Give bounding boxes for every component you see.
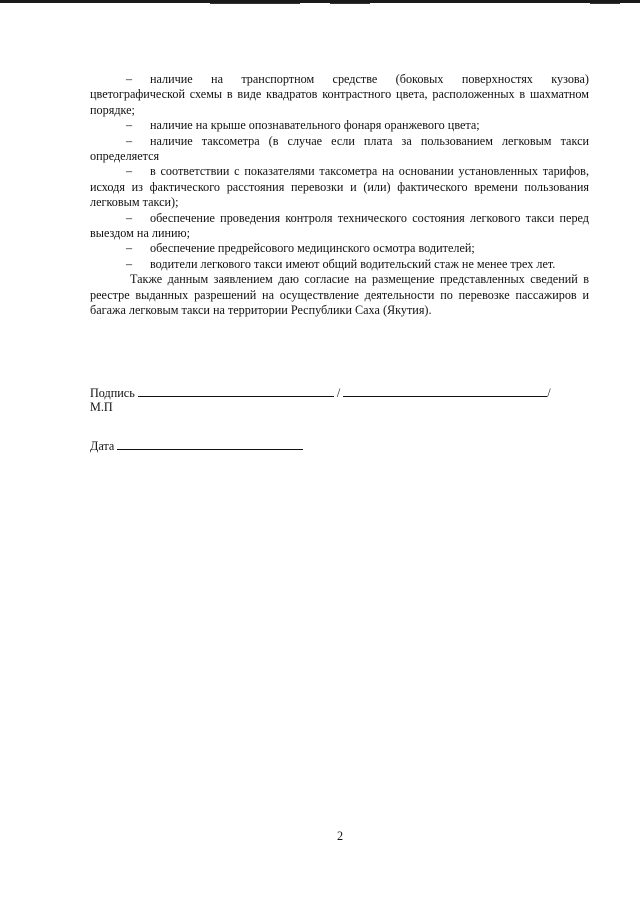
bullet-dash: – <box>126 133 133 148</box>
scan-artifact-mark <box>330 3 370 4</box>
date-label: Дата <box>90 439 115 453</box>
document-body <box>90 72 589 319</box>
page-number: 2 <box>336 829 344 843</box>
name-line <box>343 384 547 397</box>
stamp-label: М.П <box>90 400 113 414</box>
scan-artifact-mark <box>210 3 300 4</box>
bullet-dash: – <box>126 210 133 225</box>
bullet-dash: – <box>126 241 133 256</box>
list-item-text: обеспечение предрейсового медицинского осмотра водителей; <box>150 241 475 256</box>
list-item-text: наличие на крыше опознавательного фонаря оранжевого цвета; <box>150 118 480 133</box>
signature-row <box>90 384 551 401</box>
bullet-dash: – <box>126 256 133 271</box>
bullet-dash: – <box>126 164 133 179</box>
list-item <box>90 134 589 165</box>
list-item-text: в соответствии с показателями таксометра на основании установленных тарифов, исходя из фактического расстояния перевозки и (или) фактического времени пользования легковым такси); <box>90 164 589 210</box>
list-item <box>90 164 589 210</box>
bullet-dash: – <box>126 118 133 133</box>
signature-line <box>138 384 334 397</box>
date-line <box>117 437 303 450</box>
list-item-text: водители легкового такси имеют общий водительский стаж не менее трех лет. <box>150 256 556 271</box>
date-row <box>90 437 303 454</box>
list-item <box>90 241 589 256</box>
signature-label: Подпись <box>90 386 135 400</box>
bullet-dash: – <box>126 72 133 86</box>
list-item-text: наличие таксометра (в случае если плата за пользованием легковым такси определяется <box>90 133 589 164</box>
list-item-text: наличие на транспортном средстве (боковых поверхностях кузова) цветографической схемы в виде квадратов контрастного цвета, расположенных в шахматном порядке; <box>90 72 589 117</box>
list-item <box>90 257 589 272</box>
list-item <box>90 118 589 133</box>
scan-artifact-mark <box>590 3 620 4</box>
list-item <box>90 211 589 242</box>
list-item <box>90 72 589 118</box>
signature-end-slash: / <box>547 386 551 400</box>
consent-paragraph: Также данным заявлением даю согласие на размещение представленных сведений в реестре выданных разрешений на осуществление деятельности по перевозке пассажиров и багажа легковым такси на территории Республики Саха (Якутия). <box>90 272 589 318</box>
signature-separator: / <box>336 386 341 400</box>
top-border-rule <box>0 0 640 3</box>
list-item-text: обеспечение проведения контроля технического состояния легкового такси перед выездом на линию; <box>90 210 589 241</box>
